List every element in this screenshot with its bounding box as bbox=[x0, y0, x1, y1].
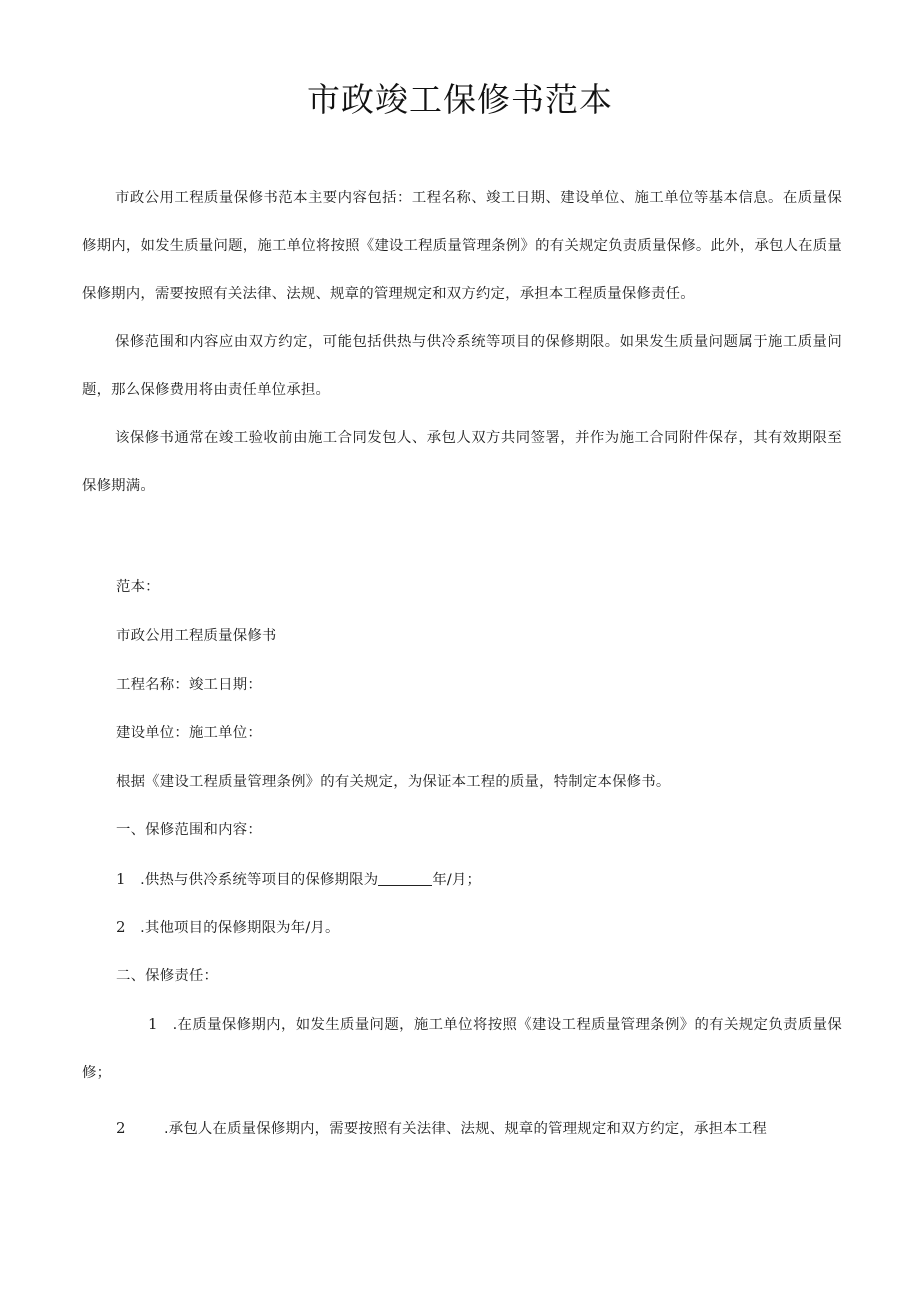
item-text-suffix: 年/月； bbox=[432, 872, 482, 888]
template-doc-title: 市政公用工程质量保修书 bbox=[116, 628, 277, 644]
section1-heading: 一、保修范围和内容： bbox=[116, 822, 262, 838]
item-number: 2 bbox=[116, 1119, 126, 1137]
basis-statement: 根据《建设工程质量管理条例》的有关规定，为保证本工程的质量，特制定本保修书。 bbox=[116, 774, 671, 790]
item-text: .在质量保修期内，如发生质量问题，施工单位将按照《建设工程质量管理条例》的有关规定负责质量保修； bbox=[82, 1017, 842, 1081]
item-text: .承包人在质量保修期内，需要按照有关法律、法规、规章的管理规定和双方约定，承担本工程 bbox=[163, 1121, 767, 1137]
template-label: 范本： bbox=[116, 579, 160, 595]
blank-underline bbox=[378, 871, 432, 886]
section1-item1 bbox=[116, 869, 481, 890]
item-number: 1 bbox=[116, 870, 126, 888]
section1-item2 bbox=[116, 917, 340, 938]
intro-paragraph-1: 市政公用工程质量保修书范本主要内容包括：工程名称、竣工日期、建设单位、施工单位等基本信息。在质量保修期内，如发生质量问题，施工单位将按照《建设工程质量管理条例》的有关规定负责质量保修。此外，承包人在质量保修期内，需要按照有关法律、法规、规章的管理规定和双方约定，承担本工程质量保修责任。 bbox=[82, 190, 842, 302]
item-number: 2 bbox=[116, 918, 126, 936]
item-text: .供热与供冷系统等项目的保修期限为 bbox=[140, 872, 379, 888]
item-text: .其他项目的保修期限为年/月。 bbox=[140, 920, 340, 936]
project-name-line: 工程名称：竣工日期： bbox=[116, 677, 262, 693]
item-number: 1 bbox=[148, 1015, 158, 1033]
units-line: 建设单位：施工单位： bbox=[116, 725, 262, 741]
intro-paragraph-3: 该保修书通常在竣工验收前由施工合同发包人、承包人双方共同签署，并作为施工合同附件保存，其有效期限至保修期满。 bbox=[82, 430, 842, 494]
section2-heading: 二、保修责任： bbox=[116, 968, 219, 984]
section2-item2 bbox=[116, 1118, 767, 1139]
page-title: 市政竣工保修书范本 bbox=[307, 80, 613, 119]
intro-paragraph-2: 保修范围和内容应由双方约定，可能包括供热与供冷系统等项目的保修期限。如果发生质量问题属于施工质量问题，那么保修费用将由责任单位承担。 bbox=[82, 334, 842, 398]
section2-item1 bbox=[82, 1000, 842, 1097]
